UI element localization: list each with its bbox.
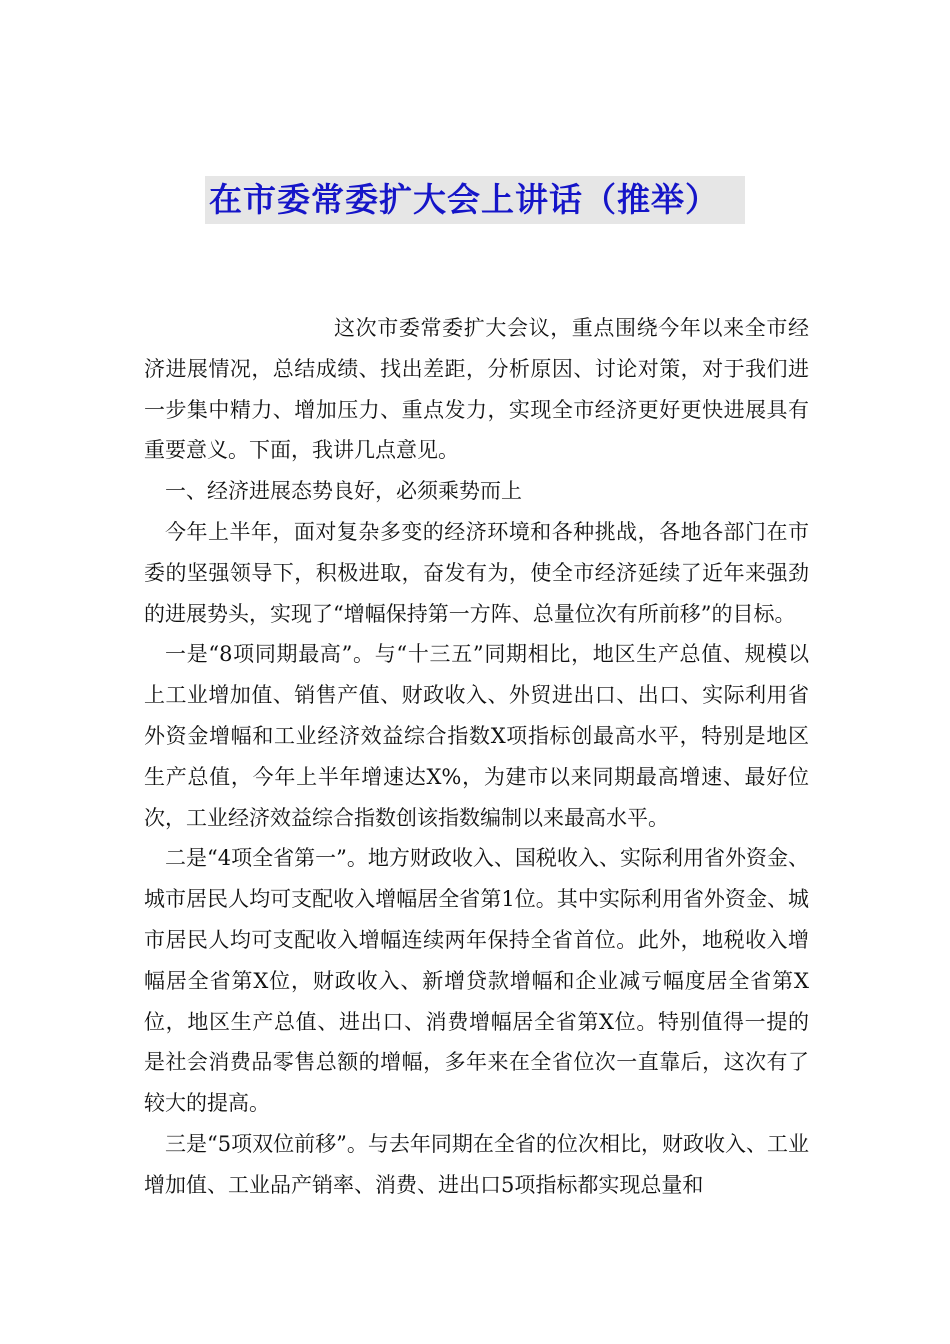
document-title: 在市委常委扩大会上讲话（推举） [205, 176, 745, 224]
paragraph: 三是“5项双位前移”。与去年同期在全省的位次相比，财政收入、工业增加值、工业品产销率、消费、进出口5项指标都实现总量和 [144, 1131, 809, 1197]
section-heading-1: 一、经济进展态势良好，必须乘势而上 [165, 479, 522, 504]
title-area [0, 176, 950, 224]
document-body [144, 308, 809, 1206]
paragraph: 一是“8项同期最高”。与“十三五”同期相比，地区生产总值、规模以上工业增加值、销售产值、财政收入、外贸进出口、出口、实际利用省外资金增幅和工业经济效益综合指数X项指标创最高水平，特别是地区生产总值，今年上半年增速达X%，为建市以来同期最高增速、最好位次，工业经济效益综合指数创该指数编制以来最高水平。 [144, 642, 809, 830]
paragraph: 今年上半年，面对复杂多变的经济环境和各种挑战，各地各部门在市委的坚强领导下，积极进取，奋发有为，使全市经济延续了近年来强劲的进展势头，实现了“增幅保持第一方阵、总量位次有所前移”的目标。 [144, 519, 809, 626]
paragraph-intro: 这次市委常委扩大会议，重点围绕今年以来全市经济进展情况，总结成绩、找出差距，分析原因、讨论对策，对于我们进一步集中精力、增加压力、重点发力，实现全市经济更好更快进展具有重要意义。下面，我讲几点意见。 [144, 316, 809, 463]
paragraph: 二是“4项全省第一”。地方财政收入、国税收入、实际利用省外资金、城市居民人均可支配收入增幅居全省第1位。其中实际利用省外资金、城市居民人均可支配收入增幅连续两年保持全省首位。此外，地税收入增幅居全省第X位，财政收入、新增贷款增幅和企业减亏幅度居全省第X位，地区生产总值、进出口、消费增幅居全省第X位。特别值得一提的是社会消费品零售总额的增幅，多年来在全省位次一直靠后，这次有了较大的提高。 [144, 846, 809, 1116]
